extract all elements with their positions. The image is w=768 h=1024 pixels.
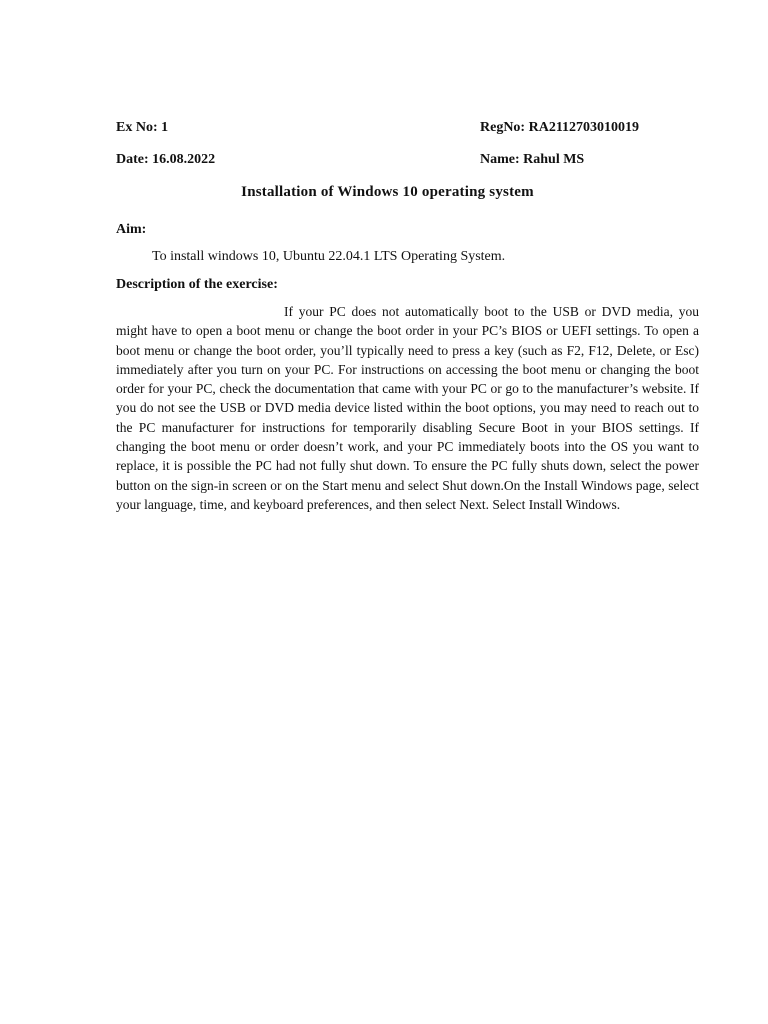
registration-number: RegNo: RA2112703010019 [480,120,640,135]
aim-text: To install windows 10, Ubuntu 22.04.1 LTS Operating System. [152,249,506,264]
description-paragraph: If your PC does not automatically boot to the USB or DVD media, you might have to open a boot menu or change the boot order in your PC’s BIOS or UEFI settings. To open a boot menu or change the boot order, you’ll typically need to press a key (such as F2, F12, Delete, or Esc) immediately after you turn on your PC. For instructions on accessing the boot menu or changing the boot order for your PC, check the documentation that came with your PC or go to the manufacturer’s website. If you do not see the USB or DVD media device listed within the boot options, you may need to reach out to the PC manufacturer for instructions for temporarily disabling Secure Boot in your BIOS settings. If changing the boot menu or order doesn’t work, and your PC immediately boots into the OS you want to replace, it is possible the PC had not fully shut down. To ensure the PC fully shuts down, select the power button on the sign-in screen or on the Start menu and select Shut down.On the Install Windows page, select your language, time, and keyboard preferences, and then select Next. Select Install Windows. [116,304,699,512]
document-title: Installation of Windows 10 operating system [241,184,534,200]
description-heading: Description of the exercise: [116,277,278,292]
student-name: Name: Rahul MS [480,152,585,167]
date: Date: 16.08.2022 [116,152,216,167]
exercise-number: Ex No: 1 [116,120,169,135]
aim-heading: Aim: [116,222,147,237]
